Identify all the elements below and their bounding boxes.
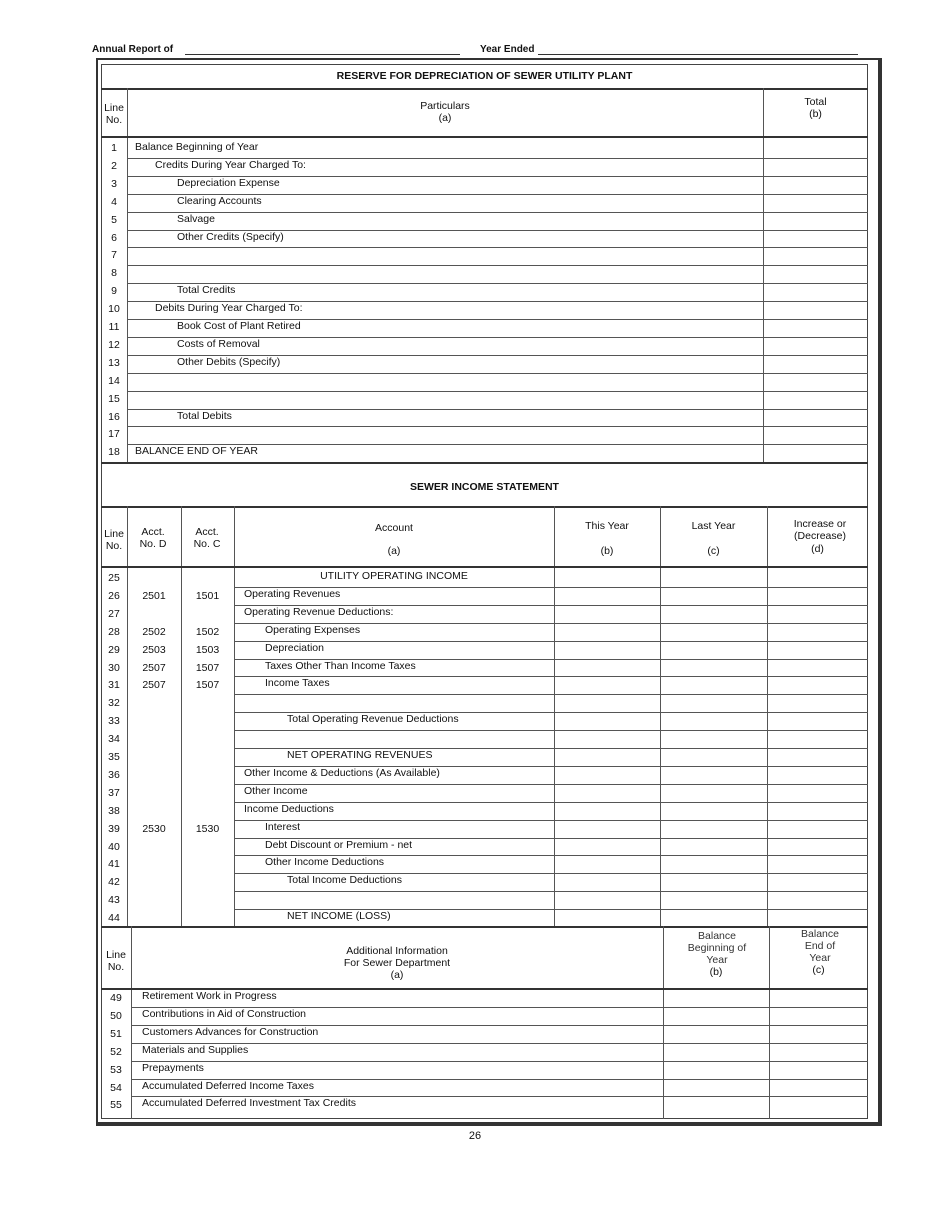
change-input[interactable] (767, 910, 868, 926)
balance-begin-input[interactable] (663, 1008, 769, 1024)
row-acct-d: 2503 (142, 643, 166, 656)
row-line-number: 43 (108, 894, 120, 907)
row-acct-c: 1530 (195, 822, 220, 835)
balance-begin-input[interactable] (663, 1044, 769, 1060)
divider (101, 462, 868, 464)
annual-report-field[interactable] (185, 54, 460, 55)
row-line-number: 5 (111, 213, 117, 226)
row-particulars: Other Credits (Specify) (177, 230, 284, 243)
row-line-number: 34 (108, 733, 120, 746)
row-particulars: Credits During Year Charged To: (155, 158, 306, 171)
total-input[interactable] (763, 338, 868, 354)
total-input[interactable] (763, 302, 868, 318)
row-account: Operating Expenses (265, 623, 361, 636)
total-input[interactable] (763, 320, 868, 336)
total-input[interactable] (763, 356, 868, 372)
last-year-input[interactable] (660, 713, 767, 729)
row-divider (127, 391, 868, 392)
row-line-number: 29 (108, 643, 120, 656)
total-input[interactable] (763, 231, 868, 247)
row-line-number: 30 (108, 661, 120, 674)
row-particulars: BALANCE END OF YEAR (135, 445, 258, 458)
row-account: Depreciation (265, 641, 324, 654)
change-input[interactable] (767, 660, 868, 676)
divider (101, 136, 868, 138)
row-line-number: 1 (111, 142, 117, 154)
page-number: 26 (468, 1130, 482, 1142)
this-year-input[interactable] (554, 731, 660, 747)
row-line-number: 32 (108, 697, 120, 710)
total-input[interactable] (763, 159, 868, 175)
change-input[interactable] (767, 606, 868, 622)
last-year-input[interactable] (660, 803, 767, 819)
last-year-input[interactable] (660, 642, 767, 658)
row-info: Accumulated Deferred Investment Tax Credits (142, 1097, 356, 1110)
change-input[interactable] (767, 767, 868, 783)
add-col-begin: Balance Beginning of Year (687, 930, 747, 966)
income-title: SEWER INCOME STATEMENT (410, 481, 559, 493)
change-input[interactable] (767, 731, 868, 747)
this-year-input[interactable] (554, 910, 660, 926)
this-year-input[interactable] (554, 713, 660, 729)
this-year-input[interactable] (554, 642, 660, 658)
total-input[interactable] (763, 195, 868, 211)
row-account: Taxes Other Than Income Taxes (265, 659, 416, 672)
last-year-input[interactable] (660, 606, 767, 622)
last-year-input[interactable] (660, 660, 767, 676)
inc-col-acct-d: Acct. No. D (139, 526, 167, 550)
row-divider (127, 409, 868, 410)
balance-end-input[interactable] (769, 990, 868, 1006)
row-acct-d: 2507 (142, 661, 166, 674)
inc-col-last-year-sub: (c) (707, 545, 720, 557)
row-account: Total Income Deductions (287, 874, 402, 887)
row-acct-c: 1503 (195, 643, 220, 656)
row-account: Income Deductions (244, 802, 334, 815)
row-particulars: Other Debits (Specify) (177, 355, 281, 368)
row-account: NET OPERATING REVENUES (287, 749, 433, 761)
last-year-input[interactable] (660, 624, 767, 640)
row-info: Contributions in Aid of Construction (142, 1007, 307, 1020)
last-year-input[interactable] (660, 731, 767, 747)
year-ended-field[interactable] (538, 54, 858, 55)
row-divider (127, 265, 868, 266)
this-year-input[interactable] (554, 892, 660, 908)
add-col-end-sub: (c) (812, 964, 825, 976)
inc-col-acct-c: Acct. No. C (193, 526, 221, 550)
this-year-input[interactable] (554, 606, 660, 622)
row-line-number: 51 (110, 1027, 122, 1040)
divider (101, 566, 868, 568)
row-line-number: 4 (111, 195, 117, 208)
last-year-input[interactable] (660, 821, 767, 837)
this-year-input[interactable] (554, 570, 660, 586)
row-line-number: 33 (108, 715, 120, 728)
divider (101, 926, 868, 928)
balance-end-input[interactable] (769, 1008, 868, 1024)
add-col-begin-sub: (b) (709, 966, 723, 978)
balance-begin-input[interactable] (663, 1097, 769, 1113)
row-particulars: Total Credits (177, 284, 236, 297)
add-col-end: Balance End of Year (801, 928, 839, 964)
change-input[interactable] (767, 856, 868, 872)
row-acct-d: 2502 (142, 625, 166, 638)
row-line-number: 16 (108, 410, 120, 423)
row-line-number: 10 (108, 303, 120, 316)
divider (181, 506, 182, 926)
row-acct-c: 1501 (195, 589, 220, 602)
balance-end-input[interactable] (769, 1062, 868, 1078)
divider (127, 506, 128, 926)
depr-col-line: Line No. (104, 102, 124, 126)
last-year-input[interactable] (660, 892, 767, 908)
row-account: Interest (265, 820, 301, 833)
balance-end-input[interactable] (769, 1080, 868, 1096)
row-line-number: 15 (108, 392, 120, 405)
row-line-number: 2 (111, 159, 117, 172)
change-input[interactable] (767, 695, 868, 711)
this-year-input[interactable] (554, 660, 660, 676)
row-particulars: Balance Beginning of Year (135, 141, 259, 153)
divider (101, 506, 868, 508)
divider (101, 88, 868, 90)
change-input[interactable] (767, 749, 868, 765)
change-input[interactable] (767, 785, 868, 801)
last-year-input[interactable] (660, 785, 767, 801)
last-year-input[interactable] (660, 856, 767, 872)
balance-end-input[interactable] (769, 1044, 868, 1060)
row-line-number: 36 (108, 768, 120, 781)
total-input[interactable] (763, 141, 868, 157)
total-input[interactable] (763, 410, 868, 426)
row-line-number: 8 (111, 267, 117, 280)
change-input[interactable] (767, 803, 868, 819)
this-year-input[interactable] (554, 803, 660, 819)
row-account: Other Income Deductions (265, 856, 385, 869)
row-acct-d: 2501 (142, 589, 166, 602)
inc-col-account-sub: (a) (387, 545, 401, 557)
inc-col-change: Increase or (Decrease) (793, 518, 847, 542)
last-year-input[interactable] (660, 767, 767, 783)
add-col-line: Line No. (106, 949, 126, 973)
balance-begin-input[interactable] (663, 1080, 769, 1096)
row-account: NET INCOME (LOSS) (287, 910, 391, 923)
row-line-number: 50 (110, 1009, 122, 1022)
row-line-number: 25 (108, 572, 120, 584)
total-input[interactable] (763, 266, 868, 282)
add-col-info-1: Additional Information (346, 945, 448, 957)
row-line-number: 38 (108, 804, 120, 817)
divider (131, 926, 132, 1119)
row-line-number: 35 (108, 751, 120, 763)
this-year-input[interactable] (554, 839, 660, 855)
depr-col-total-sub: (b) (809, 108, 822, 120)
row-divider (127, 247, 868, 248)
row-particulars: Debits During Year Charged To: (155, 302, 303, 315)
change-input[interactable] (767, 839, 868, 855)
row-line-number: 37 (108, 786, 120, 799)
row-info: Prepayments (142, 1061, 204, 1074)
inc-col-change-sub: (d) (811, 543, 824, 555)
row-line-number: 41 (108, 858, 120, 871)
row-acct-c: 1507 (195, 679, 220, 692)
depr-col-total: Total (804, 96, 827, 108)
row-particulars: Salvage (177, 212, 215, 225)
total-input[interactable] (763, 392, 868, 408)
depr-col-particulars: Particulars (420, 100, 470, 112)
this-year-input[interactable] (554, 624, 660, 640)
row-particulars: Costs of Removal (177, 337, 260, 350)
total-input[interactable] (763, 374, 868, 390)
row-line-number: 49 (110, 992, 122, 1004)
row-line-number: 7 (111, 249, 117, 262)
this-year-input[interactable] (554, 874, 660, 890)
last-year-input[interactable] (660, 749, 767, 765)
row-line-number: 14 (108, 374, 120, 387)
row-info: Accumulated Deferred Income Taxes (142, 1079, 314, 1092)
row-account: Debt Discount or Premium - net (265, 838, 413, 851)
annual-report-label: Annual Report of (92, 44, 174, 55)
row-acct-d: 2507 (142, 679, 166, 692)
total-input[interactable] (763, 284, 868, 300)
row-acct-d: 2530 (142, 822, 166, 835)
depr-col-particulars-sub: (a) (438, 112, 452, 124)
last-year-input[interactable] (660, 677, 767, 693)
row-account: Other Income (244, 784, 308, 797)
add-col-info-2: For Sewer Department (343, 957, 451, 969)
inc-col-this-year-sub: (b) (600, 545, 614, 557)
divider (127, 88, 128, 462)
this-year-input[interactable] (554, 695, 660, 711)
row-account: Operating Revenue Deductions: (244, 605, 394, 618)
row-line-number: 28 (108, 625, 120, 638)
balance-begin-input[interactable] (663, 990, 769, 1006)
row-particulars: Total Debits (177, 409, 232, 422)
row-line-number: 31 (108, 679, 120, 692)
row-line-number: 3 (111, 177, 117, 190)
last-year-input[interactable] (660, 588, 767, 604)
total-input[interactable] (763, 427, 868, 443)
total-input[interactable] (763, 445, 868, 461)
row-line-number: 39 (108, 822, 120, 835)
row-line-number: 6 (111, 231, 117, 244)
change-input[interactable] (767, 588, 868, 604)
row-line-number: 52 (110, 1045, 122, 1058)
row-line-number: 42 (108, 876, 120, 889)
change-input[interactable] (767, 821, 868, 837)
total-input[interactable] (763, 248, 868, 264)
last-year-input[interactable] (660, 695, 767, 711)
total-input[interactable] (763, 177, 868, 193)
row-divider (127, 373, 868, 374)
row-info: Materials and Supplies (142, 1043, 249, 1056)
row-line-number: 11 (108, 321, 120, 333)
last-year-input[interactable] (660, 839, 767, 855)
this-year-input[interactable] (554, 588, 660, 604)
balance-end-input[interactable] (769, 1097, 868, 1113)
last-year-input[interactable] (660, 874, 767, 890)
row-line-number: 9 (111, 285, 117, 298)
this-year-input[interactable] (554, 767, 660, 783)
row-particulars: Book Cost of Plant Retired (177, 320, 301, 332)
change-input[interactable] (767, 713, 868, 729)
last-year-input[interactable] (660, 570, 767, 586)
inc-col-this-year: This Year (585, 520, 629, 532)
row-line-number: 18 (108, 446, 120, 459)
balance-begin-input[interactable] (663, 1026, 769, 1042)
row-acct-c: 1502 (195, 625, 220, 638)
year-ended-label: Year Ended (480, 44, 535, 55)
change-input[interactable] (767, 874, 868, 890)
this-year-input[interactable] (554, 856, 660, 872)
depreciation-title: RESERVE FOR DEPRECIATION OF SEWER UTILITY PLANT (336, 70, 633, 82)
change-input[interactable] (767, 677, 868, 693)
change-input[interactable] (767, 570, 868, 586)
this-year-input[interactable] (554, 677, 660, 693)
row-line-number: 17 (108, 428, 120, 441)
row-line-number: 27 (108, 607, 120, 620)
this-year-input[interactable] (554, 821, 660, 837)
change-input[interactable] (767, 624, 868, 640)
total-input[interactable] (763, 213, 868, 229)
change-input[interactable] (767, 642, 868, 658)
add-col-info-sub: (a) (390, 969, 404, 981)
this-year-input[interactable] (554, 749, 660, 765)
change-input[interactable] (767, 892, 868, 908)
row-line-number: 12 (108, 338, 120, 351)
row-particulars: Clearing Accounts (177, 194, 262, 207)
inc-col-account: Account (375, 522, 413, 534)
row-divider (127, 426, 868, 427)
row-particulars: Depreciation Expense (177, 176, 280, 189)
inc-col-last-year: Last Year (691, 520, 736, 532)
balance-end-input[interactable] (769, 1026, 868, 1042)
row-account: Total Operating Revenue Deductions (287, 713, 459, 726)
divider (234, 506, 235, 926)
last-year-input[interactable] (660, 910, 767, 926)
row-account: Income Taxes (265, 677, 330, 690)
row-line-number: 44 (108, 912, 120, 925)
row-info: Retirement Work in Progress (142, 990, 277, 1002)
row-acct-c: 1507 (195, 661, 220, 674)
row-divider (127, 283, 868, 284)
row-account: UTILITY OPERATING INCOME (320, 570, 468, 582)
row-line-number: 26 (108, 589, 120, 602)
row-line-number: 13 (108, 356, 120, 369)
row-account: Other Income & Deductions (As Available) (244, 766, 440, 779)
row-line-number: 40 (108, 840, 120, 853)
row-info: Customers Advances for Construction (142, 1025, 319, 1038)
row-line-number: 53 (110, 1063, 122, 1076)
row-line-number: 54 (110, 1081, 122, 1094)
row-divider (127, 212, 868, 213)
row-line-number: 55 (110, 1099, 122, 1112)
balance-begin-input[interactable] (663, 1062, 769, 1078)
row-account: Operating Revenues (244, 587, 341, 600)
inc-col-line: Line No. (104, 528, 124, 552)
this-year-input[interactable] (554, 785, 660, 801)
